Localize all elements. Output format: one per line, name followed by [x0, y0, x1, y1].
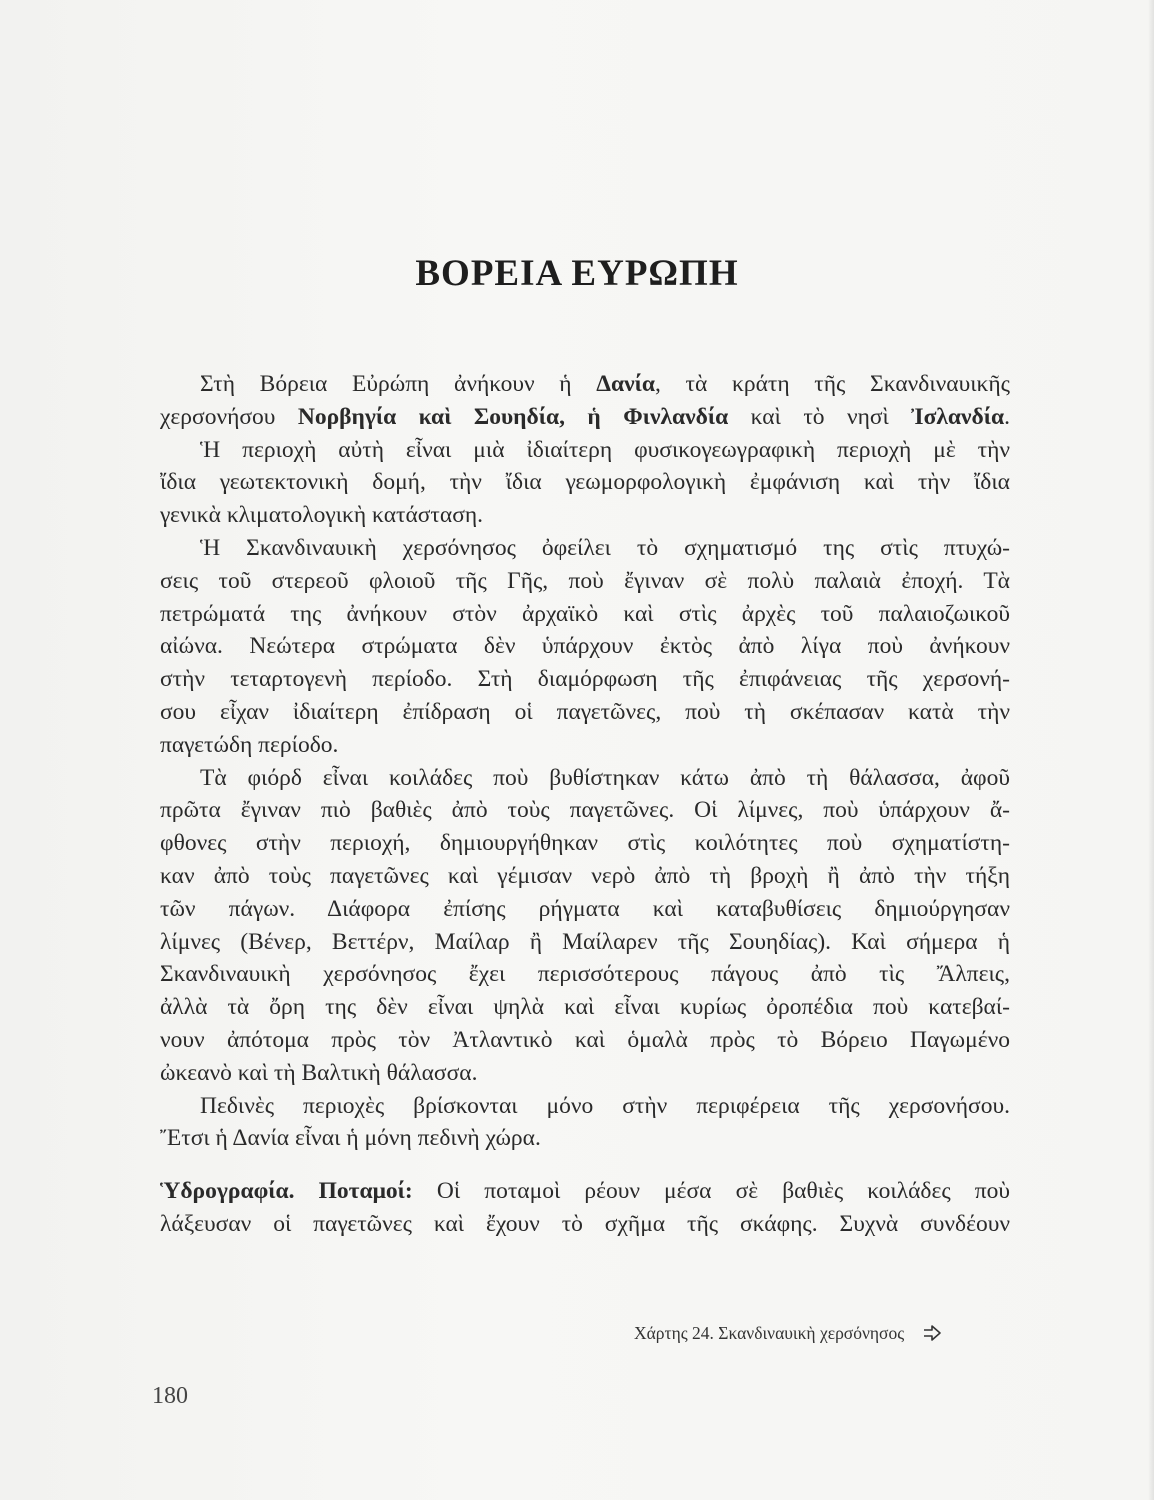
- text-line: παγετώδη περίοδο.: [160, 731, 339, 758]
- text-line: Ὑδρογραφία. Ποταμοί: Οἱ ποταμοὶ ρέουν μέσα σὲ βαθιὲς κοιλάδες ποὺ: [160, 1178, 1010, 1205]
- text-line: λίμνες (Βένερ, Βεττέρν, Μαίλαρ ἢ Μαίλαρεν τῆς Σουηδίας). Καὶ σήμερα ἡ: [160, 928, 1010, 955]
- text-line: καν ἀπὸ τοὺς παγετῶνες καὶ γέμισαν νερὸ ἀπὸ τὴ βροχὴ ἢ ἀπὸ τὴν τήξη: [160, 862, 1010, 889]
- text-line: Στὴ Βόρεια Εὐρώπη ἀνήκουν ἡ Δανία, τὰ κράτη τῆς Σκανδιναυικῆς: [200, 371, 1010, 397]
- text-line: χερσονήσου Νορβηγία καὶ Σουηδία, ἡ Φινλανδία καὶ τὸ νησὶ Ἰσλανδία.: [160, 403, 1010, 430]
- text-line: λάξευσαν οἱ παγετῶνες καὶ ἔχουν τὸ σχῆμα τῆς σκάφης. Συχνὰ συνδέουν: [160, 1210, 1010, 1237]
- text-line: Ἡ περιοχὴ αὐτὴ εἶναι μιὰ ἰδιαίτερη φυσικογεωγραφικὴ περιοχὴ μὲ τὴν: [200, 436, 1010, 463]
- text-line: πετρώματά της ἀνήκουν στὸν ἀρχαϊκὸ καὶ στὶς ἀρχὲς τοῦ παλαιοζωικοῦ: [160, 600, 1010, 627]
- body-text: [160, 368, 1010, 1241]
- map-caption-text: Χάρτης 24. Σκανδιναυικὴ χερσόνησος: [634, 1323, 905, 1343]
- page-heading: ΒΟΡΕΙΑ ΕΥΡΩΠΗ: [415, 253, 739, 294]
- text-line: Ἡ Σκανδιναυικὴ χερσόνησος ὀφείλει τὸ σχηματισμό της στὶς πτυχώ-: [200, 534, 1010, 561]
- text-line: πρῶτα ἔγιναν πιὸ βαθιὲς ἀπὸ τοὺς παγετῶνες. Οἱ λίμνες, ποὺ ὑπάρχουν ἄ-: [160, 797, 1010, 824]
- right-arrow-icon: [921, 1323, 943, 1343]
- text-line: ὠκεανὸ καὶ τὴ Βαλτικὴ θάλασσα.: [160, 1059, 478, 1086]
- text-line: φθονες στὴν περιοχή, δημιουργήθηκαν στὶς κοιλότητες ποὺ σχηματίστη-: [160, 830, 1010, 857]
- text-line: γενικὰ κλιματολογικὴ κατάσταση.: [160, 502, 484, 529]
- text-line: σου εἶχαν ἰδιαίτερη ἐπίδραση οἱ παγετῶνες, ποὺ τὴ σκέπασαν κατὰ τὴν: [160, 698, 1010, 725]
- text-line: Τὰ φιόρδ εἶναι κοιλάδες ποὺ βυθίστηκαν κάτω ἀπὸ τὴ θάλασσα, ἀφοῦ: [200, 764, 1010, 791]
- text-line: νουν ἀπότομα πρὸς τὸν Ἀτλαντικὸ καὶ ὁμαλὰ πρὸς τὸ Βόρειο Παγωμένο: [160, 1026, 1010, 1053]
- text-line: σεις τοῦ στερεοῦ φλοιοῦ τῆς Γῆς, ποὺ ἔγιναν σὲ πολὺ παλαιὰ ἐποχή. Τὰ: [160, 567, 1010, 594]
- map-caption: [634, 1323, 943, 1344]
- text-line: ἀλλὰ τὰ ὄρη της δὲν εἶναι ψηλὰ καὶ εἶναι κυρίως ὀροπέδια ποὺ κατεβαί-: [160, 994, 1010, 1021]
- page-number: 180: [152, 1383, 188, 1409]
- text-line: ἴδια γεωτεκτονικὴ δομή, τὴν ἴδια γεωμορφολογικὴ ἐμφάνιση καὶ τὴν ἴδια: [160, 469, 1010, 496]
- text-line: Ἔτσι ἡ Δανία εἶναι ἡ μόνη πεδινὴ χώρα.: [160, 1125, 541, 1152]
- page-edge-shadow: [1148, 0, 1154, 1500]
- text-line: τῶν πάγων. Διάφορα ἐπίσης ρήγματα καὶ καταβυθίσεις δημιούργησαν: [160, 895, 1010, 922]
- text-line: Πεδινὲς περιοχὲς βρίσκονται μόνο στὴν περιφέρεια τῆς χερσονήσου.: [200, 1092, 1010, 1119]
- text-line: στὴν τεταρτογενὴ περίοδο. Στὴ διαμόρφωση τῆς ἐπιφάνειας τῆς χερσονή-: [160, 666, 1010, 693]
- text-line: Σκανδιναυικὴ χερσόνησος ἔχει περισσότερους πάγους ἀπὸ τὶς Ἄλπεις,: [160, 961, 1010, 988]
- text-line: αἰώνα. Νεώτερα στρώματα δὲν ὑπάρχουν ἐκτὸς ἀπὸ λίγα ποὺ ἀνήκουν: [160, 633, 1010, 660]
